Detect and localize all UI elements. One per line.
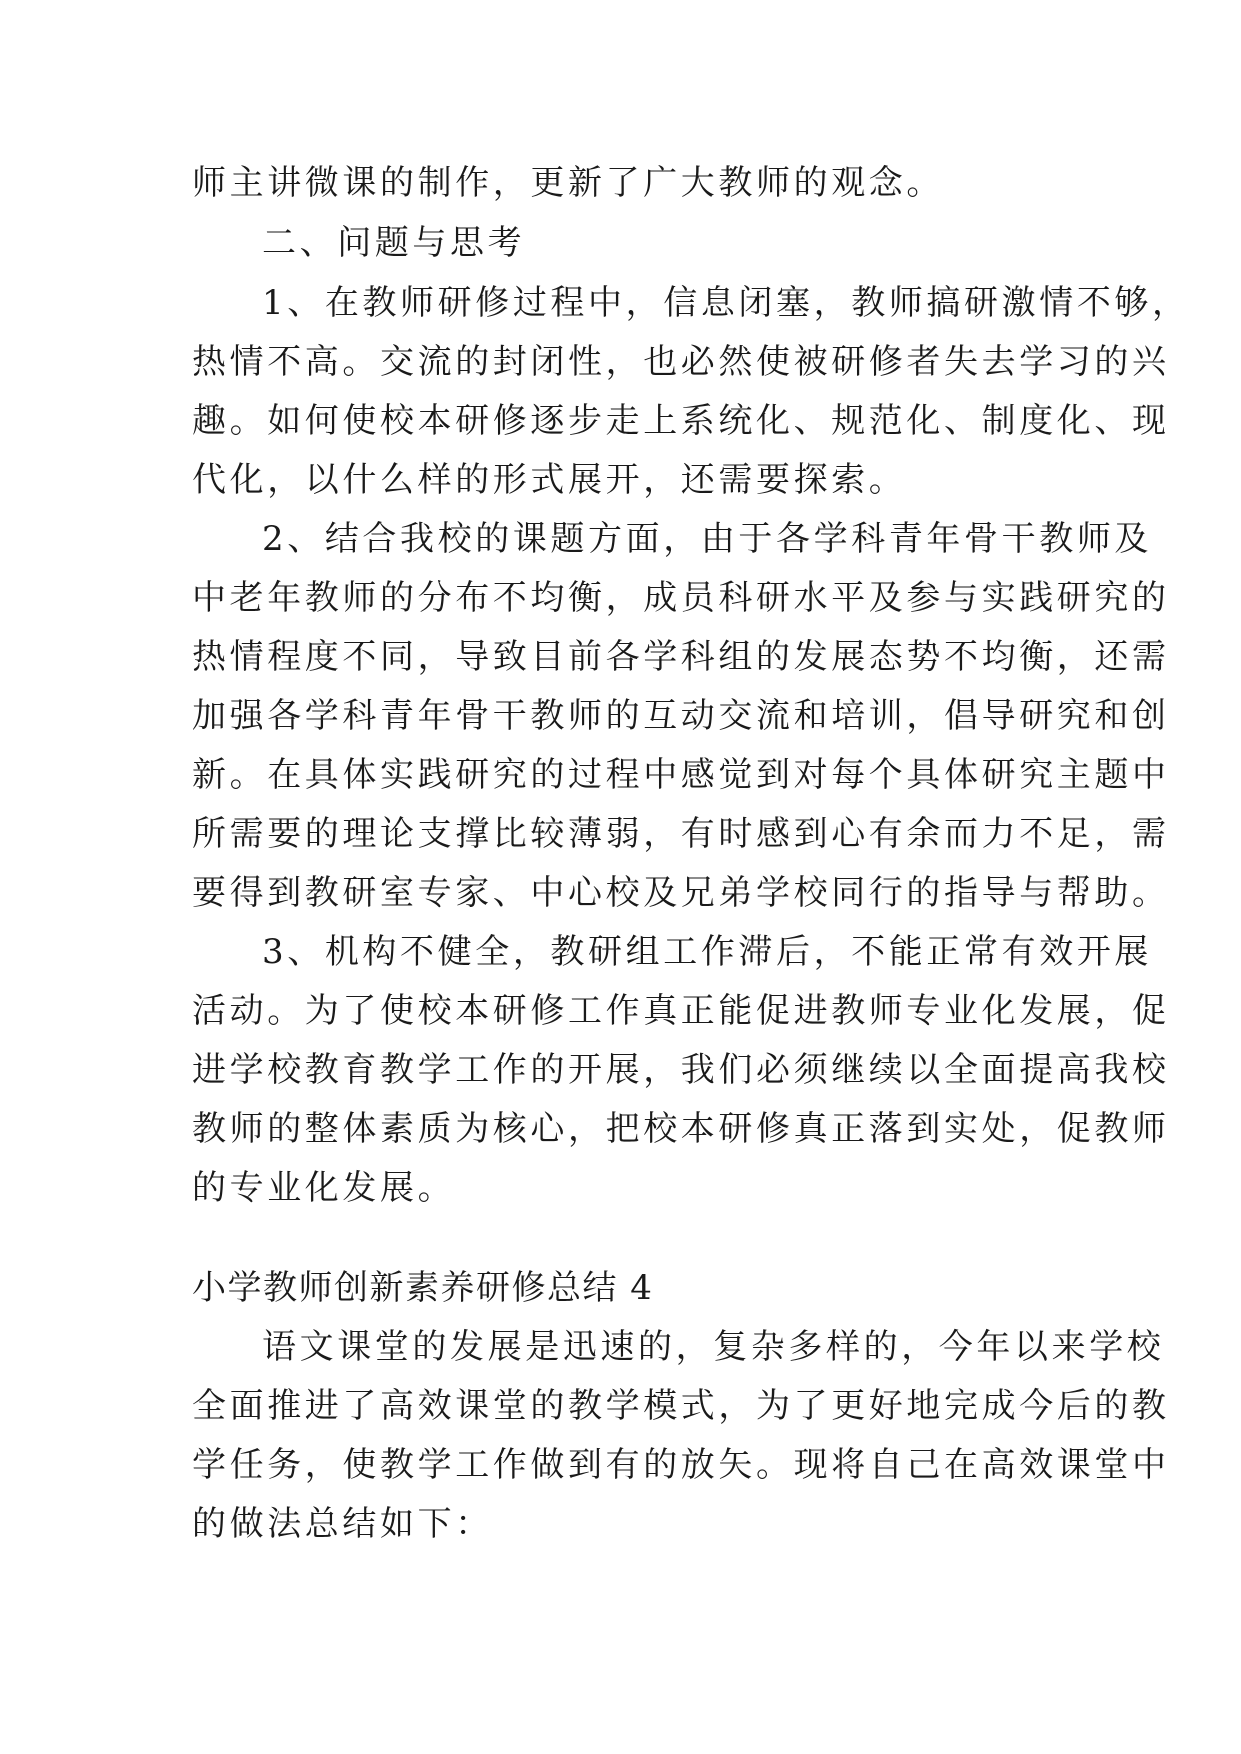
paragraph-line: 热情程度不同，导致目前各学科组的发展态势不均衡，还需: [192, 637, 1170, 677]
paragraph-line: 中老年教师的分布不均衡，成员科研水平及参与实践研究的: [192, 578, 1170, 618]
paragraph-line: 加强各学科青年骨干教师的互动交流和培训，倡导研究和创: [192, 696, 1170, 736]
document-title: 小学教师创新素养研修总结 4: [192, 1268, 654, 1308]
paragraph-line: 进学校教育教学工作的开展，我们必须继续以全面提高我校: [192, 1050, 1170, 1090]
paragraph-line: 热情不高。交流的封闭性，也必然使被研修者失去学习的兴: [192, 342, 1170, 382]
paragraph-line: 的做法总结如下：: [192, 1504, 493, 1544]
paragraph-line: 活动。为了使校本研修工作真正能促进教师专业化发展，促: [192, 991, 1170, 1031]
paragraph-line: 2、结合我校的课题方面，由于各学科青年骨干教师及: [262, 519, 1153, 559]
paragraph-line: 所需要的理论支撑比较薄弱，有时感到心有余而力不足，需: [192, 814, 1170, 854]
paragraph-line: 语文课堂的发展是迅速的，复杂多样的，今年以来学校: [262, 1327, 1165, 1367]
paragraph-line: 代化，以什么样的形式展开，还需要探索。: [192, 460, 907, 500]
paragraph-line: 3、机构不健全，教研组工作滞后，不能正常有效开展: [262, 932, 1153, 972]
paragraph-line: 教师的整体素质为核心，把校本研修真正落到实处，促教师: [192, 1109, 1170, 1149]
section-heading: 二、问题与思考: [262, 223, 526, 263]
paragraph-line: 1、在教师研修过程中，信息闭塞，教师搞研激情不够，: [262, 283, 1190, 323]
paragraph-line: 新。在具体实践研究的过程中感觉到对每个具体研究主题中: [192, 755, 1170, 795]
paragraph-line: 趣。如何使校本研修逐步走上系统化、规范化、制度化、现: [192, 401, 1170, 441]
paragraph-line: 要得到教研室专家、中心校及兄弟学校同行的指导与帮助。: [192, 873, 1170, 913]
paragraph-line: 师主讲微课的制作，更新了广大教师的观念。: [192, 163, 944, 203]
paragraph-line: 全面推进了高效课堂的教学模式，为了更好地完成今后的教: [192, 1386, 1170, 1426]
paragraph-line: 的专业化发展。: [192, 1168, 456, 1208]
paragraph-line: 学任务，使教学工作做到有的放矢。现将自己在高效课堂中: [192, 1445, 1170, 1485]
